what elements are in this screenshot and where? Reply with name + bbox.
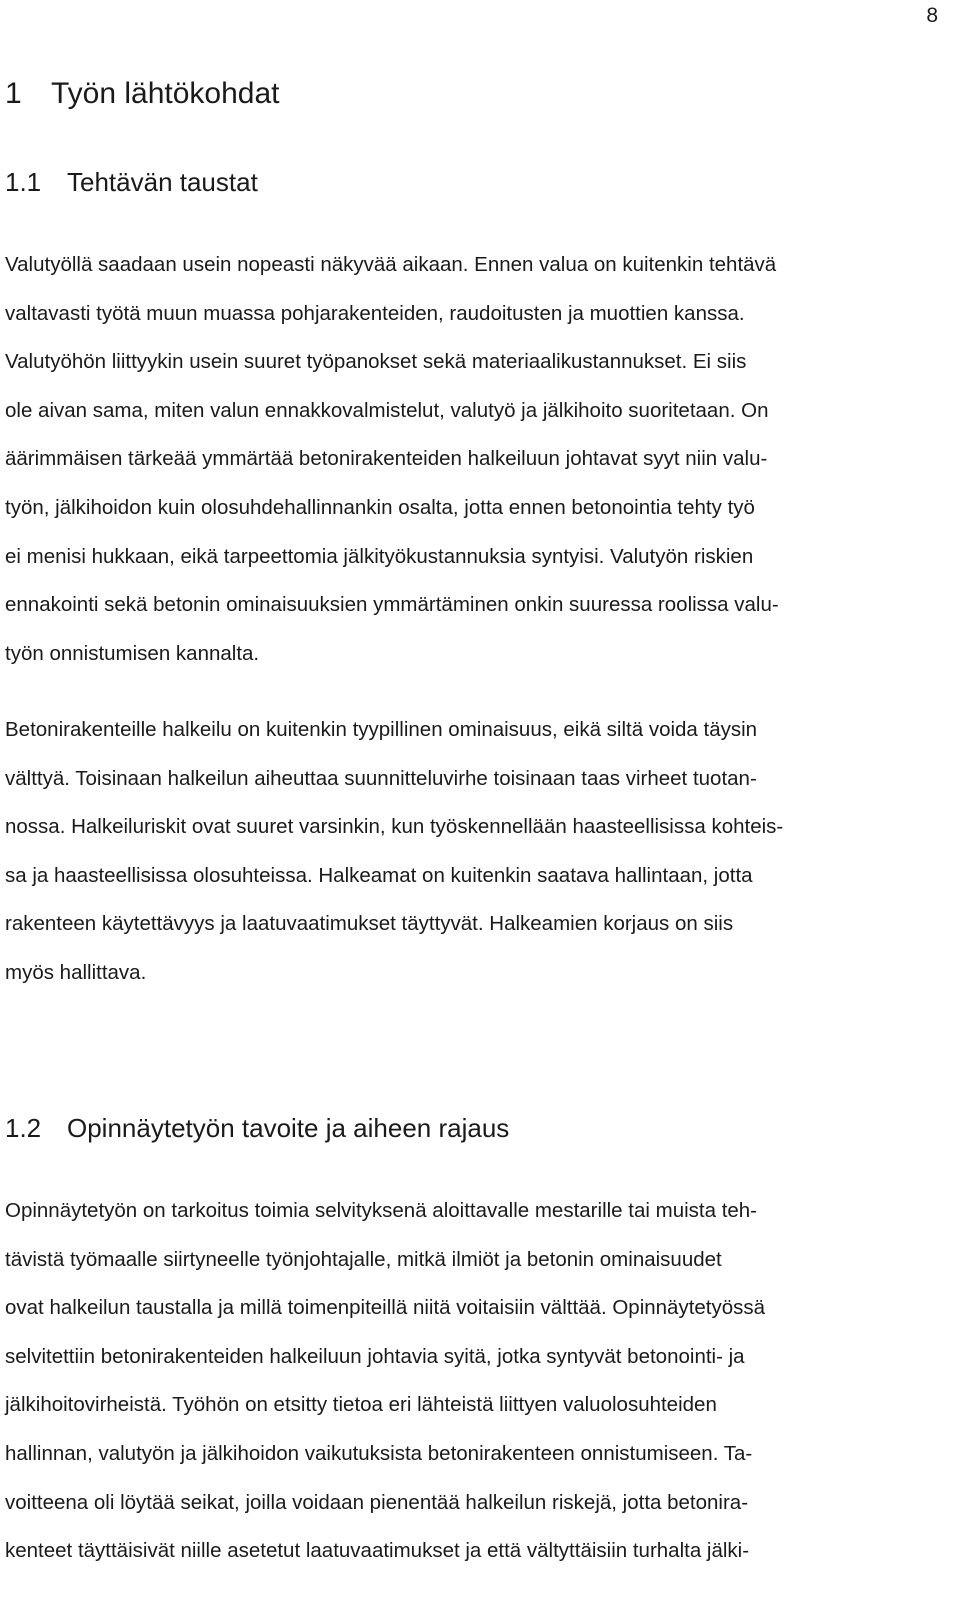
text-line: äärimmäisen tärkeää ymmärtää betonirakenteiden halkeiluun johtavat syyt niin valu- (5, 447, 768, 471)
text-line: ovat halkeilun taustalla ja millä toimenpiteillä niitä voitaisiin välttää. Opinnäytetyössä (5, 1296, 766, 1320)
section-number: 1.2 (5, 1113, 42, 1143)
section-heading-1-1 (5, 165, 258, 199)
section-number: 1.1 (5, 167, 42, 197)
paragraph-1-1-b (5, 706, 783, 998)
paragraph-1-2-a (5, 1187, 765, 1576)
chapter-heading (5, 74, 280, 114)
text-line: välttyä. Toisinaan halkeilun aiheuttaa suunnitteluvirhe toisinaan taas virheet tuotan- (5, 766, 757, 790)
text-line: Valutyöhön liittyykin usein suuret työpanokset sekä materiaalikustannukset. Ei siis (5, 350, 747, 374)
text-line: Valutyöllä saadaan usein nopeasti näkyvää aikaan. Ennen valua on kuitenkin tehtävä (5, 253, 777, 276)
text-line: Betonirakenteille halkeilu on kuitenkin tyypillinen ominaisuus, eikä siltä voida täysin (5, 718, 758, 741)
text-line: hallinnan, valutyön ja jälkihoidon vaikutuksista betonirakenteen onnistumiseen. Ta- (5, 1441, 753, 1465)
page-number: 8 (926, 4, 938, 27)
chapter-number: 1 (5, 77, 22, 110)
text-line: ole aivan sama, miten valun ennakkovalmistelut, valutyö ja jälkihoito suoritetaan. On (5, 398, 769, 422)
text-line: työn, jälkihoidon kuin olosuhdehallinnankin osalta, jotta ennen betonointia tehty työ (5, 495, 755, 519)
text-line: rakenteen käytettävyys ja laatuvaatimukset täyttyvät. Halkeamien korjaus on siis (5, 912, 734, 936)
chapter-title: Työn lähtökohdat (51, 77, 280, 110)
text-line: ei menisi hukkaan, eikä tarpeettomia jälkityökustannuksia syntyisi. Valutyön riskien (5, 544, 754, 568)
text-line: myös hallittava. (5, 960, 147, 984)
text-line: kenteet täyttäisivät niille asetetut laatuvaatimukset ja että vältyttäisiin turhalta jälki- (5, 1539, 750, 1563)
section-title: Opinnäytetyön tavoite ja aiheen rajaus (67, 1113, 510, 1143)
text-line: tävistä työmaalle siirtyneelle työnjohtajalle, mitkä ilmiöt ja betonin ominaisuudet (5, 1247, 722, 1271)
section-title: Tehtävän taustat (67, 167, 258, 197)
section-heading-1-2 (5, 1111, 509, 1145)
text-line: ennakointi sekä betonin ominaisuuksien ymmärtäminen onkin suuressa roolissa valu- (5, 593, 779, 617)
text-line: Opinnäytetyön on tarkoitus toimia selvityksenä aloittavalle mestarille tai muista teh- (5, 1199, 758, 1222)
text-line: selvitettiin betonirakenteiden halkeiluun johtavia syitä, jotka syntyvät betonointi- ja (5, 1344, 745, 1368)
paragraph-1-1-a (5, 241, 779, 678)
text-line: voitteena oli löytää seikat, joilla voidaan pienentää halkeilun riskejä, jotta betonira- (5, 1490, 749, 1514)
text-line: sa ja haasteellisissa olosuhteissa. Halkeamat on kuitenkin saatava hallintaan, jotta (5, 863, 753, 887)
text-line: työn onnistumisen kannalta. (5, 641, 260, 665)
text-line: nossa. Halkeiluriskit ovat suuret varsinkin, kun työskennellään haasteellisissa kohteis- (5, 815, 784, 839)
text-line: jälkihoitovirheistä. Työhön on etsitty tietoa eri lähteistä liittyen valuolosuhteiden (5, 1393, 717, 1417)
text-line: valtavasti työtä muun muassa pohjarakenteiden, raudoitusten ja muottien kanssa. (5, 301, 745, 325)
